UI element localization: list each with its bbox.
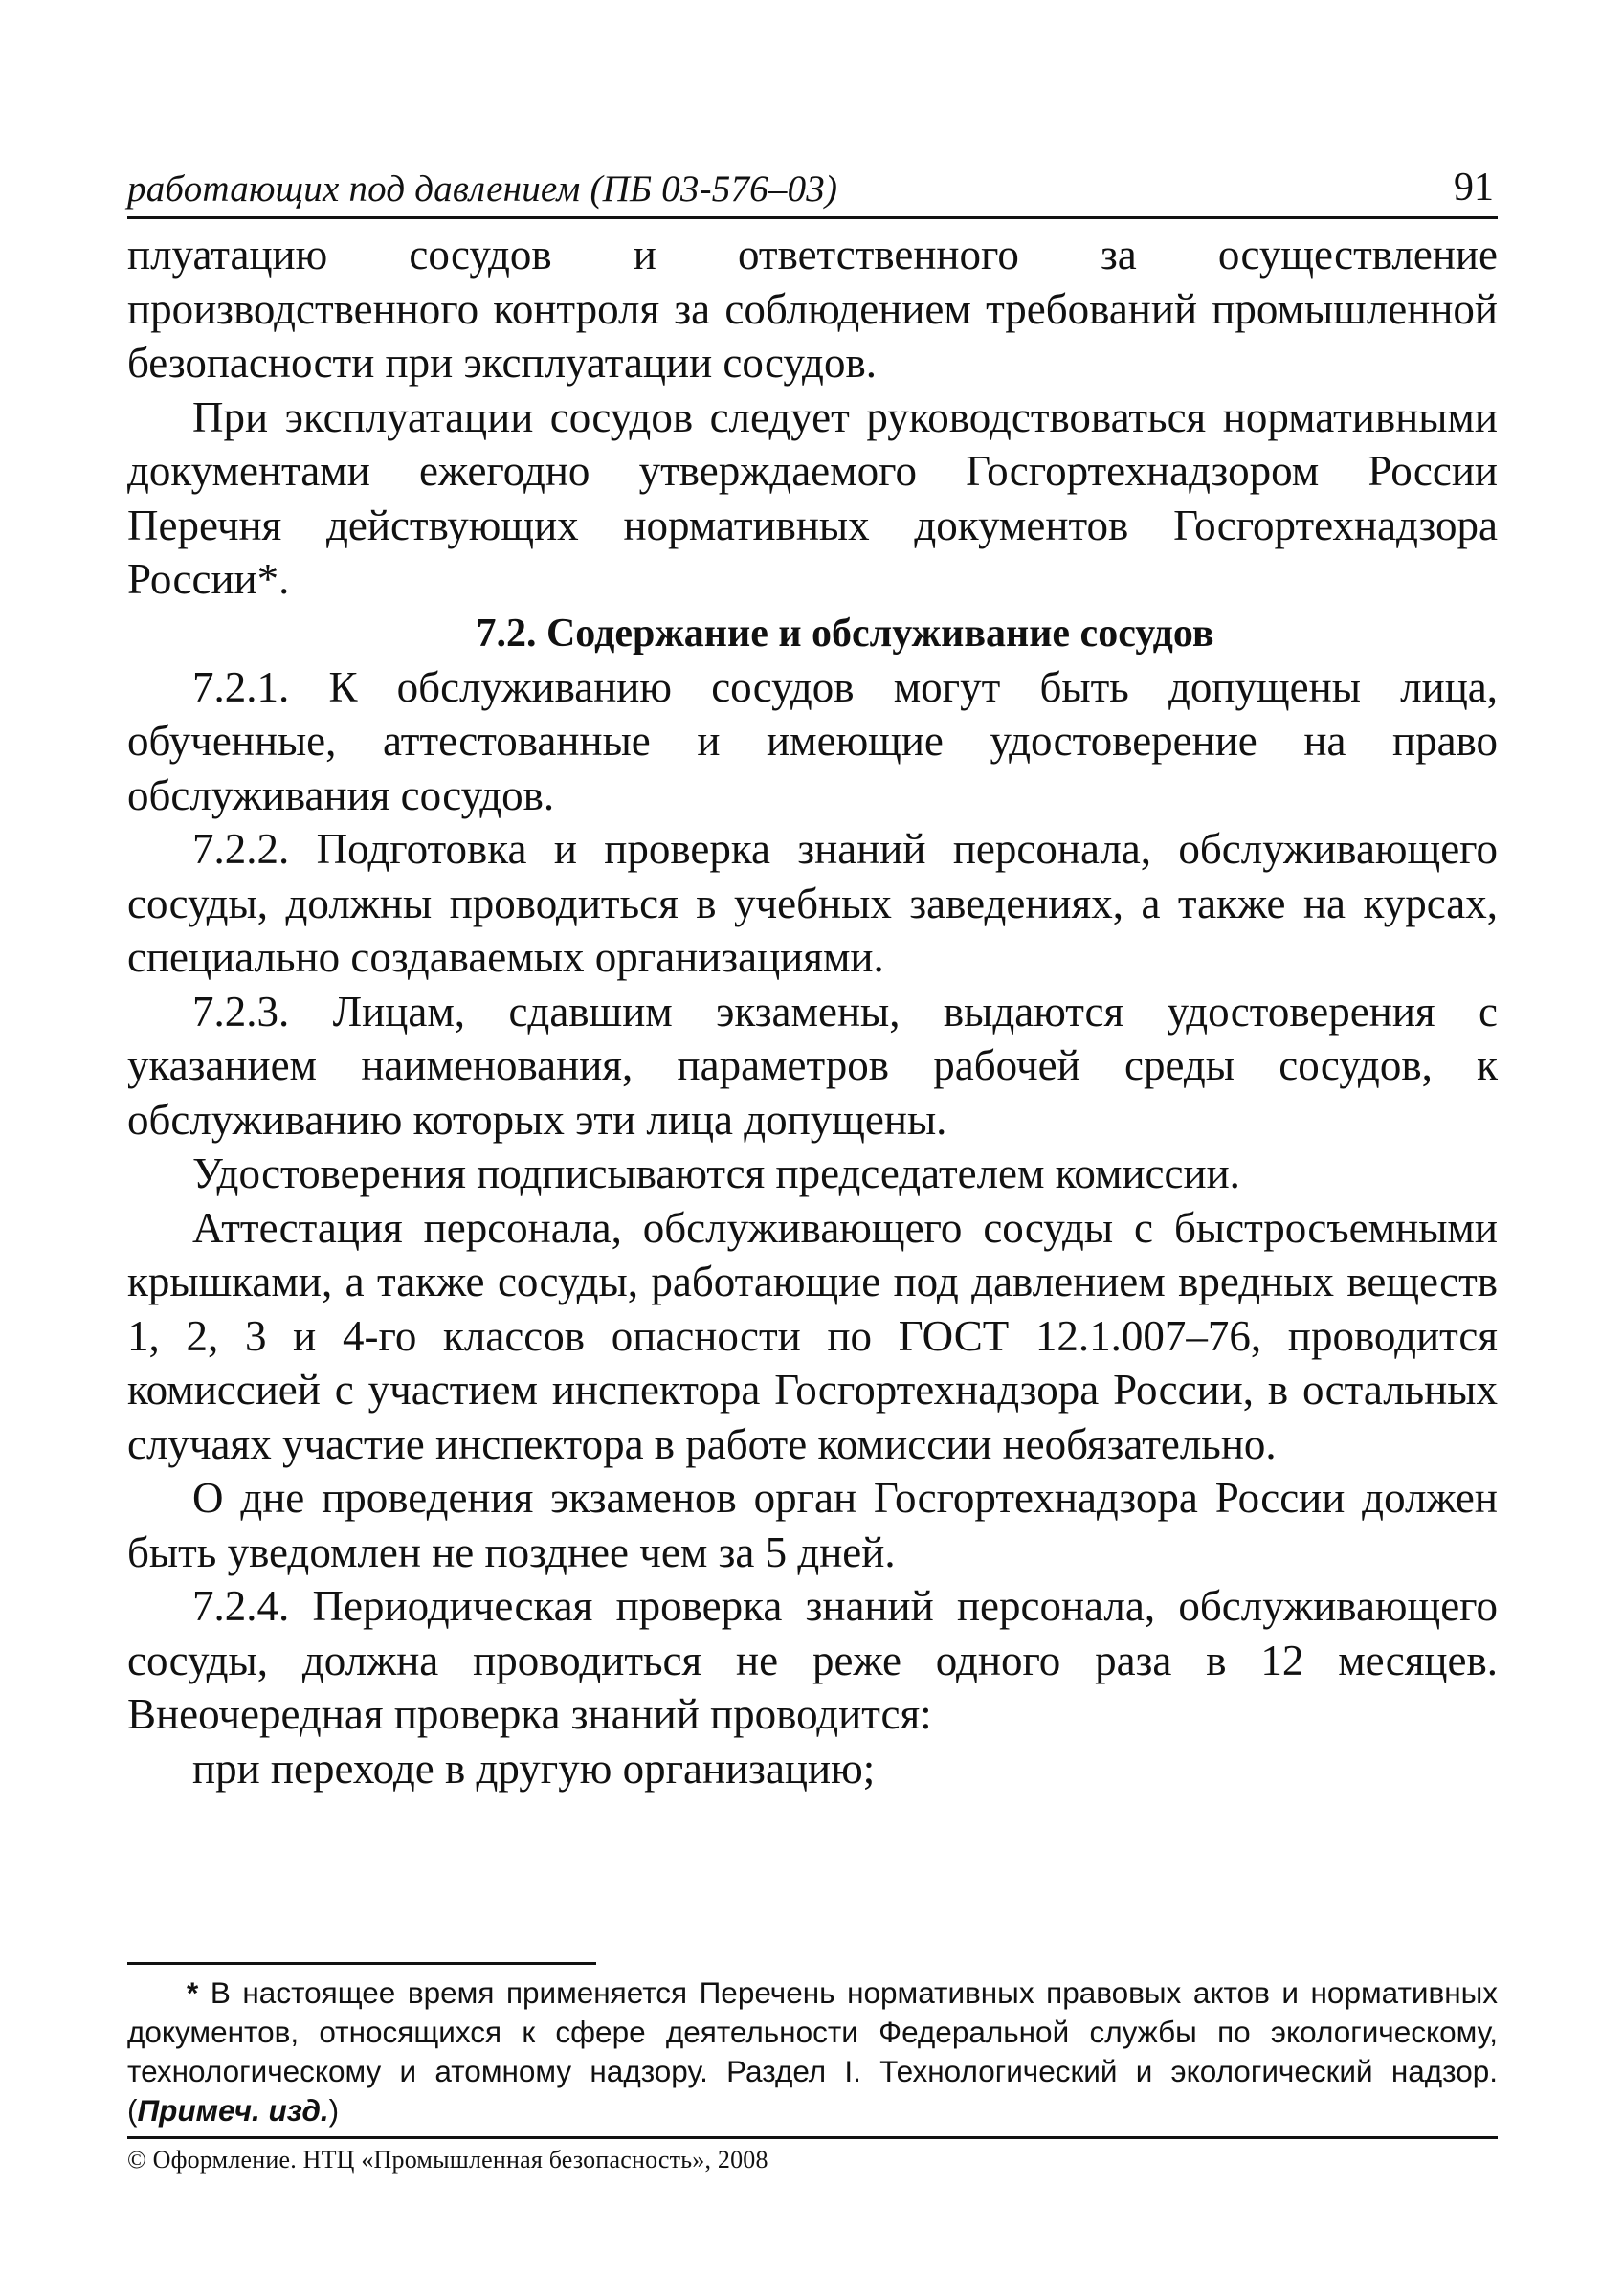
copyright-notice: © Оформление. НТЦ «Промышленная безопасность», 2008 [127,2146,768,2174]
page-number: 91 [1454,166,1494,210]
footnote-note-label: Примеч. изд. [137,2093,329,2128]
footnote-marker: * [187,1975,199,2010]
footnote [127,1973,1498,2130]
paragraph-exam-notice: О дне проведения экзаменов орган Госгортехнадзора России должен быть уведомлен не позднее чем за 5 дней. [127,1474,1498,1576]
paragraph-7-2-4: 7.2.4. Периодическая проверка знаний персонала, обслуживающего сосуды, должна проводиться не реже одного раза в 12 месяцев. Внеочередная проверка знаний проводится: [127,1582,1498,1738]
paragraph-certificates-signed: Удостоверения подписываются председателем комиссии. [192,1149,1240,1197]
running-title: работающих под давлением (ПБ 03-576–03) [127,168,838,210]
footnote-text: В настоящее время применяется Перечень нормативных правовых актов и нормативных документов, относящихся к сфере деятельности Федеральной службы по экологическому, технологическому и атомному надзору. Раздел I. Технологический и экологический надзор. ( [127,1975,1498,2128]
paragraph-transfer-case: при переходе в другую организацию; [192,1744,876,1793]
paragraph-attestation: Аттестация персонала, обслуживающего сосуды с быстросъемными крышками, а также сосуды, работающие под давлением вредных веществ 1, 2, 3 и 4-го классов опасности по ГОСТ 12.1.007–76, проводится комиссией с участием инспектора Госгортехнадзора России, в остальных случаях участие инспектора в работе комиссии необязательно. [127,1203,1498,1468]
section-heading: 7.2. Содержание и обслуживание сосудов [476,611,1214,656]
running-header [127,159,1498,219]
body-text [127,228,1498,1795]
footer-rule [127,2136,1498,2139]
paragraph-7-2-2: 7.2.2. Подготовка и проверка знаний персонала, обслуживающего сосуды, должны проводиться в учебных заведениях, а также на курсах, специально создаваемых организациями. [127,825,1498,981]
footnote-rule [127,1962,596,1965]
paragraph-continuation: плуатацию сосудов и ответственного за осуществление производственного контроля за соблюдением требований промышленной безопасности при эксплуатации сосудов. [127,231,1498,387]
paragraph-7-2-1: 7.2.1. К обслуживанию сосудов могут быть допущены лица, обученные, аттестованные и имеющие удостоверение на право обслуживания сосудов. [127,662,1498,819]
paragraph-7-2-3: 7.2.3. Лицам, сдавшим экзамены, выдаются удостоверения с указанием наименования, параметров рабочей среды сосудов, к обслуживанию которых эти лица допущены. [127,987,1498,1144]
paragraph-normative-documents: При эксплуатации сосудов следует руководствоваться нормативными документами ежегодно утверждаемого Госгортехнадзором России Перечня действующих нормативных документов Госгортехнадзора России*. [127,392,1498,603]
footnote-closing: ) [328,2093,340,2128]
